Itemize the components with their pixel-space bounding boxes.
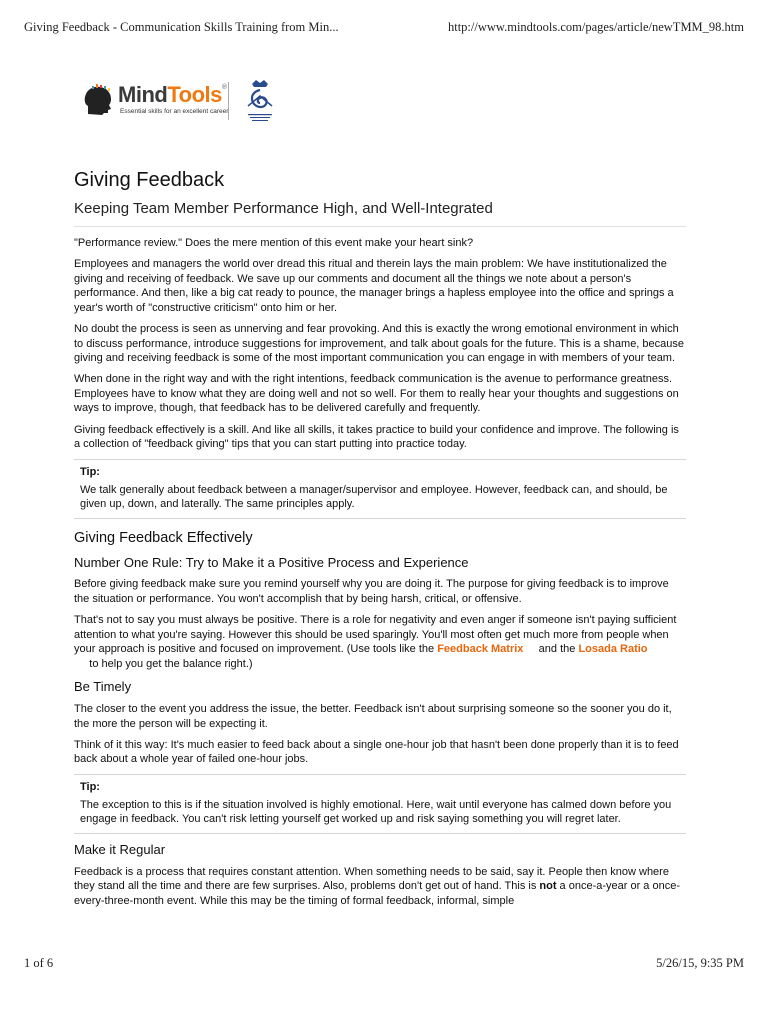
print-header-url: http://www.mindtools.com/pages/article/newTMM_98.htm <box>447 20 744 34</box>
print-footer <box>24 956 744 974</box>
article <box>74 166 686 908</box>
subsection-heading-positive: Number One Rule: Try to Make it a Positive Process and Experience <box>74 554 469 570</box>
losada-ratio-link[interactable]: Losada Ratio <box>578 643 648 656</box>
queens-award-emblem-icon <box>240 78 280 126</box>
tip-label: Tip: <box>80 780 100 793</box>
paragraph: Before giving feedback make sure you remind yourself why you are doing it. The purpose for giving feedback is to improve the situation or performance. You won't accomplish that by being harsh, critical, or offensive. <box>74 578 669 605</box>
page-subtitle: Keeping Team Member Performance High, and Well-Integrated <box>74 199 686 227</box>
section-heading: Giving Feedback Effectively <box>74 529 253 546</box>
tip-box <box>74 774 686 834</box>
logo-tagline: Essential skills for an excellent career <box>120 108 229 115</box>
paragraph-with-links: That's not to say you must always be positive. There is a role for negativity and even anger if someone isn't paying sufficient attention to what you're saying. However this should be used sparingly. You'll most often get much more from people when your approach is positive and focused on improvement. (Use tools like the Feedback Matrix and the Losada Ratio to help you get the balance right.) <box>74 614 677 670</box>
subsection-heading-timely: Be Timely <box>74 679 132 695</box>
intro-paragraph: When done in the right way and with the right intentions, feedback communication is the avenue to performance greatness. Employees have to know what they are doing well and not so well. For them to really hear your thoughts and suggestions on ways to improve, though, that feedback has to be delivered carefully and frequently. <box>74 373 679 415</box>
feedback-matrix-link[interactable]: Feedback Matrix <box>437 643 524 656</box>
tip-text: We talk generally about feedback between a manager/supervisor and employee. However, feedback can, and should, be given up, down, and laterally. The same principles apply. <box>80 483 668 511</box>
page-number: 1 of 6 <box>24 956 54 970</box>
intro-paragraph: Giving feedback effectively is a skill. And like all skills, it takes practice to build your confidence and improve. The following is a collection of "feedback giving" tips that you can start putting into practice today. <box>74 423 679 451</box>
print-header-title: Giving Feedback - Communication Skills Training from Min... <box>24 20 339 34</box>
paragraph: Feedback is a process that requires constant attention. When something needs to be said, say it. People then know where they stand all the time and there are few surprises. Also, problems don't get out of hand. This is not a once-a-year or a once-every-three-month event. While this may be the timing of formal feedback, informal, simple <box>74 865 680 907</box>
print-timestamp: 5/26/15, 9:35 PM <box>656 956 744 970</box>
intro-paragraph: "Performance review." Does the mere mention of this event make your heart sink? <box>74 237 474 249</box>
logo-wordmark <box>118 82 227 108</box>
logo-tools: Tools <box>167 82 222 107</box>
logo-divider <box>228 82 229 120</box>
tip-text: The exception to this is if the situation involved is highly emotional. Here, wait until everyone has calmed down before you engage in feedback. You can't risk letting yourself get worked up and risk saying something you will regret later. <box>80 798 672 826</box>
subsection-heading-regular: Make it Regular <box>74 842 166 858</box>
mindtools-logo <box>82 78 302 126</box>
print-header <box>24 20 744 38</box>
logo-registered-mark: ® <box>221 84 227 91</box>
paragraph: Think of it this way: It's much easier to feed back about a single one-hour job that hasn't been done properly than it is to feed back about a whole year of failed one-hour jobs. <box>74 738 679 766</box>
page-title: Giving Feedback <box>74 169 225 191</box>
paragraph: The closer to the event you address the issue, the better. Feedback isn't about surprising someone so the sooner you do it, the more the person will be expecting it. <box>74 702 672 730</box>
intro-paragraph: No doubt the process is seen as unnerving and fear provoking. And this is exactly the wrong emotional environment in which to discuss performance, introduce suggestions for improvement, and talk about goals for the future. This is a shame, because giving and receiving feedback is some of the most important communication you can engage in with members of your team. <box>74 322 685 365</box>
head-silhouette-icon <box>82 84 116 118</box>
tip-label: Tip: <box>80 465 100 478</box>
logo-mind: Mind <box>118 82 168 107</box>
tip-box <box>74 459 686 519</box>
intro-paragraph: Employees and managers the world over dread this ritual and therein lays the main problem: We have institutionalized the giving and receiving of feedback. We save up our comments and document all the things we note about a person's performance. And then, like a big cat ready to pounce, the manager brings a hapless employee into the office and springs a year's worth of "constructive criticism" onto him or her. <box>74 258 674 314</box>
